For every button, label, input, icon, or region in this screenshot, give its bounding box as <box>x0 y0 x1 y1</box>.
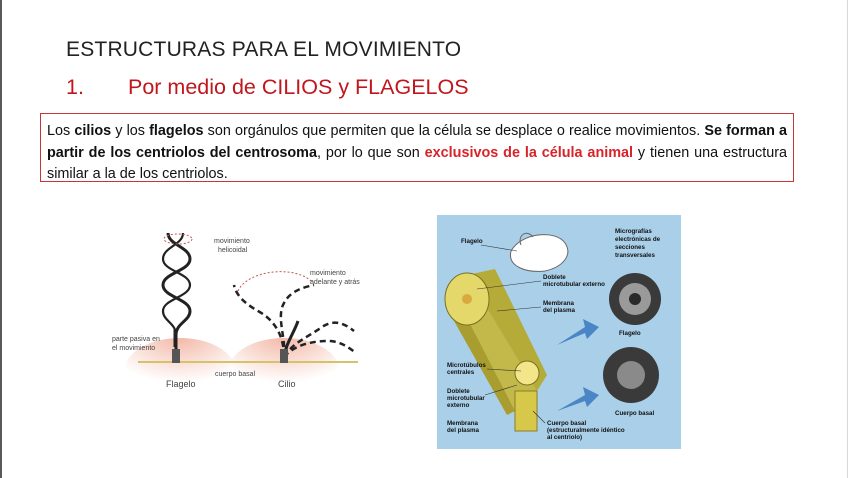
svg-text:Membrana <box>447 420 479 427</box>
svg-text:helicoidal <box>218 247 248 254</box>
text-bold-cilios: cilios <box>74 123 112 139</box>
basal-body-left <box>172 349 180 363</box>
definition-box <box>40 113 794 182</box>
text-run: , por lo que son <box>316 144 425 161</box>
svg-text:Cuerpo basal <box>615 410 654 417</box>
central-pair <box>462 294 472 304</box>
label-doblete-ext2-3: externo <box>447 402 470 409</box>
basal-body-right <box>280 349 288 363</box>
svg-text:Microtúbulos <box>447 362 486 369</box>
subtitle-text: Por medio de CILIOS y FLAGELOS <box>128 75 469 99</box>
text-run: Los <box>47 123 75 139</box>
label-doblete-ext2-2: microtubular <box>447 395 485 402</box>
label-cuerpo-basal2-2: (estructuralmente idéntico <box>547 427 625 434</box>
flagellum-structure-diagram <box>437 215 681 449</box>
svg-text:microtubular externo <box>543 281 605 288</box>
slide-left-edge <box>0 0 2 478</box>
text-run: y los <box>111 123 150 139</box>
label-helical-2: helicoidal <box>218 247 248 254</box>
svg-text:Micrografías <box>615 228 652 235</box>
svg-text:del plasma <box>447 427 480 434</box>
slide-subtitle <box>66 75 469 100</box>
label-cuerpo-basal2-1: Cuerpo basal <box>547 420 587 427</box>
label-membrana2-2: del plasma <box>447 427 479 434</box>
label-passive-1: parte pasiva en <box>112 336 160 343</box>
label-micrografias-1: Micrografías <box>615 228 652 235</box>
label-helical-1: movimiento <box>214 238 250 245</box>
svg-text:externo <box>447 402 470 409</box>
svg-text:del plasma <box>543 307 576 314</box>
text-run: y tienen una estructura similar a la de los centriolos. <box>47 144 788 182</box>
text-bold-flagelos: flagelos <box>149 123 204 139</box>
svg-text:centrales <box>447 369 475 376</box>
label-membrana-2: del plasma <box>543 307 575 314</box>
svg-text:transversales <box>615 252 655 259</box>
svg-text:Membrana <box>543 300 575 307</box>
label-passive-2: el movimiento <box>112 345 156 352</box>
svg-text:Cuerpo basal <box>547 420 586 427</box>
svg-text:adelante y atrás <box>310 279 360 286</box>
svg-text:movimiento <box>214 238 250 245</box>
svg-text:(estructuralmente idéntico <box>547 427 625 434</box>
svg-text:Doblete <box>447 388 470 395</box>
svg-text:secciones <box>615 244 645 251</box>
label-flagelo: Flagelo <box>166 379 196 389</box>
label-doblete-ext-2: microtubular externo <box>543 281 605 288</box>
slide-title: ESTRUCTURAS PARA EL MOVIMIENTO <box>66 38 462 61</box>
label-back-forth-2: adelante y atrás <box>310 279 360 286</box>
svg-text:Doblete <box>543 274 566 281</box>
svg-text:Flagelo <box>461 238 483 245</box>
label-cilio: Cilio <box>278 379 296 389</box>
svg-text:movimiento <box>310 270 346 277</box>
text-highlight-red: exclusivos de la célula animal <box>424 144 634 161</box>
label-cuerpo-basal2-3: al centriolo) <box>547 434 583 441</box>
svg-text:Flagelo <box>166 379 196 389</box>
label-membrana2-1: Membrana <box>447 420 478 427</box>
svg-text:el movimiento <box>112 345 155 352</box>
svg-text:cuerpo basal <box>215 371 256 378</box>
label-micrografias-2: electrónicas de <box>615 236 661 243</box>
label-doblete-ext-1: Doblete <box>543 274 566 281</box>
label-membrana-1: Membrana <box>543 300 574 307</box>
label-doblete-ext2-1: Doblete <box>447 388 470 395</box>
label-micrografias-3: secciones <box>615 244 645 251</box>
subtitle-number: 1. <box>66 75 84 99</box>
label-cuerpo-basal: Cuerpo basal <box>615 410 655 417</box>
svg-text:al centriolo) <box>547 434 582 441</box>
label-basal-body: cuerpo basal <box>215 371 256 378</box>
svg-text:microtubular <box>447 395 485 402</box>
label-microtubulos-1: Microtúbulos <box>447 362 486 369</box>
svg-text:parte pasiva en <box>112 336 160 343</box>
movement-diagram <box>108 225 378 405</box>
label-flagelo-2: Flagelo <box>619 330 641 337</box>
text-bold-centriolos: Se forman a partir de los centriolos del centrosoma <box>47 123 788 161</box>
svg-text:electrónicas de <box>615 236 661 243</box>
label-micrografias-4: transversales <box>615 252 655 259</box>
label-back-forth-1: movimiento <box>310 270 346 277</box>
text-run: son orgánulos que permiten que la célula se desplace o realice movimientos. <box>203 123 705 139</box>
label-flagelo-top: Flagelo <box>461 238 483 245</box>
svg-text:Flagelo <box>619 330 641 337</box>
back-forth-arrow <box>238 272 313 291</box>
label-microtubulos-2: centrales <box>447 369 475 376</box>
basal-body-cylinder <box>515 391 537 431</box>
basal-body-wheel <box>515 361 539 385</box>
svg-text:Cilio <box>278 379 296 389</box>
